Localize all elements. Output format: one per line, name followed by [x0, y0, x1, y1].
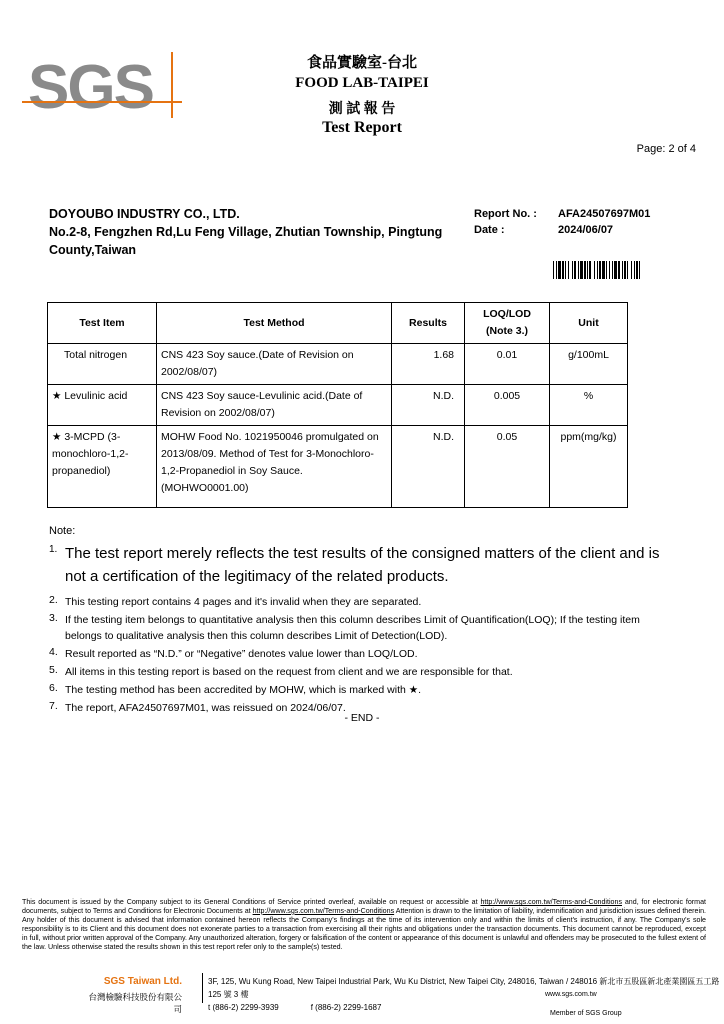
note-number: 1.	[49, 544, 58, 555]
disclaimer-text: and, for electronic format documents, subject to Terms and Conditions for Electronic Documents at	[22, 898, 706, 915]
note-number: 3.	[49, 612, 58, 624]
cell-item: ★ Levulinic acid	[48, 385, 157, 426]
end-marker: - END -	[344, 712, 380, 724]
disclaimer-text: Attention is drawn to the limitation of liability, indemnification and jurisdiction issues defined therein. Any holder of this document is advised that information contained hereon reflects the Company's findings at the time of its intervention only and within the limits of client's instruction, if any. The Company's sole responsibility is to its Client and this document does not exonerate parties to a transaction from exercising all their rights and obligations under the transaction documents. This document cannot be reproduced, except in full, without prior written approval of the Company. Any unauthorized alteration, forgery or falsification of the content or appearance of this document is unlawful and offenders may be prosecuted to the fullest extent of the law. Unless otherwise stated the results shown in this test report refer only to the sample(s) tested.	[22, 906, 706, 951]
client-address: No.2-8, Fengzhen Rd,Lu Feng Village, Zhutian Township, Pingtung County,Taiwan	[49, 225, 443, 257]
cell-unit: g/100mL	[550, 344, 628, 385]
cell-item: Total nitrogen	[48, 344, 157, 385]
company-fax: f (886-2) 2299-1687	[310, 1003, 382, 1012]
report-no-label: Report No. :	[474, 208, 537, 220]
barcode	[553, 261, 676, 279]
cell-result: 1.68	[392, 344, 465, 385]
cell-method: MOHW Food No. 1021950046 promulgated on 2013/08/09. Method of Test for 3-Monochloro-1,2-Propanediol in Soy Sauce.(MOHWO0001.00)	[157, 426, 392, 508]
header-test-item: Test Item	[48, 303, 157, 344]
note-text: This testing report contains 4 pages and it's invalid when they are separated.	[65, 596, 422, 608]
note-item	[49, 664, 679, 680]
cell-item: ★ 3-MCPD (3-monochloro-1,2-propanediol)	[48, 426, 157, 508]
note-number: 2.	[49, 594, 58, 606]
lab-name-en: FOOD LAB-TAIPEI	[295, 75, 429, 91]
doc-type-en: Test Report	[322, 119, 402, 136]
table-header-row	[48, 303, 628, 344]
results-table	[47, 302, 628, 508]
note-item	[49, 646, 679, 662]
note-item	[49, 612, 679, 644]
company-tel: t (886-2) 2299-3939	[208, 1003, 279, 1012]
footer-address	[208, 975, 724, 1014]
note-text: Result reported as “N.D.” or “Negative” denotes value lower than LOQ/LOD.	[65, 648, 418, 660]
legal-disclaimer	[22, 898, 706, 951]
cell-method: CNS 423 Soy sauce-Levulinic acid.(Date of Revision on 2002/08/07)	[157, 385, 392, 426]
terms-link[interactable]: http://www.sgs.com.tw/Terms-and-Conditions	[480, 898, 622, 906]
footer-company	[88, 976, 182, 1015]
report-date: 2024/06/07	[558, 224, 614, 236]
note-text: The test report merely reflects the test results of the consigned matters of the client and is not a certification of the legitimacy of the related products.	[65, 545, 660, 585]
header-loq-line2: (Note 3.)	[486, 325, 528, 337]
client-block	[49, 205, 459, 259]
disclaimer-text: This document is issued by the Company subject to its General Conditions of Service printed overleaf, available on request or accessible at	[22, 898, 481, 906]
terms-link[interactable]: http://www.sgs.com.tw/Terms-and-Conditions	[252, 906, 395, 915]
cell-loq: 0.005	[465, 385, 550, 426]
cell-loq: 0.05	[465, 426, 550, 508]
header-results: Results	[392, 303, 465, 344]
cell-result: N.D.	[392, 385, 465, 426]
note-item	[49, 682, 679, 698]
cell-unit: ppm(mg/kg)	[550, 426, 628, 508]
note-item	[49, 594, 679, 610]
cell-method: CNS 423 Soy sauce.(Date of Revision on 2002/08/07)	[157, 344, 392, 385]
header-loq	[465, 303, 550, 344]
note-item	[49, 542, 679, 592]
report-meta	[474, 206, 650, 238]
header-loq-line1: LOQ/LOD	[483, 308, 531, 320]
company-name-en: SGS Taiwan Ltd.	[103, 976, 182, 987]
company-website[interactable]: www.sgs.com.tw	[545, 991, 597, 998]
note-text: The testing method has been accredited by MOHW, which is marked with ★.	[65, 684, 422, 696]
note-number: 4.	[49, 646, 58, 658]
cell-result: N.D.	[392, 426, 465, 508]
note-number: 7.	[49, 700, 58, 712]
report-no: AFA24507697M01	[558, 208, 651, 220]
cell-loq: 0.01	[465, 344, 550, 385]
cell-unit: %	[550, 385, 628, 426]
notes-list	[49, 542, 679, 718]
note-text: If the testing item belongs to quantitative analysis then this column describes Limit of Quantification(LOQ); If the testing item belongs to qualitative analysis then this column describes Limit of Detection(LOD).	[65, 614, 640, 642]
company-name-zh: 台灣檢驗科技股份有限公司	[88, 992, 182, 1014]
svg-text:SGS: SGS	[28, 53, 153, 118]
note-number: 5.	[49, 664, 58, 676]
lab-name-zh: 食品實驗室-台北	[307, 55, 417, 71]
header-test-method: Test Method	[157, 303, 392, 344]
table-row	[48, 385, 628, 426]
client-name: DOYOUBO INDUSTRY CO., LTD.	[49, 207, 240, 221]
table-row	[48, 426, 628, 508]
doc-type-zh: 測 試 報 告	[328, 102, 396, 117]
page-number: Page: 2 of 4	[636, 143, 696, 155]
note-text: All items in this testing report is based on the request from client and we are responsible for that.	[65, 666, 513, 678]
company-address: 3F, 125, Wu Kung Road, New Taipei Industrial Park, Wu Ku District, New Taipei City, 248016, Taiwan / 248016 新北市五股區新北產業園區五工路 125 號 3 樓	[208, 977, 720, 999]
date-label: Date :	[474, 224, 505, 236]
notes-title: Note:	[49, 525, 76, 537]
footer-divider	[202, 973, 203, 1003]
note-number: 6.	[49, 682, 58, 694]
header-unit: Unit	[550, 303, 628, 344]
table-row	[48, 344, 628, 385]
note-text: The report, AFA24507697M01, was reissued on 2024/06/07.	[65, 702, 346, 714]
member-label: Member of SGS Group	[550, 1010, 622, 1017]
